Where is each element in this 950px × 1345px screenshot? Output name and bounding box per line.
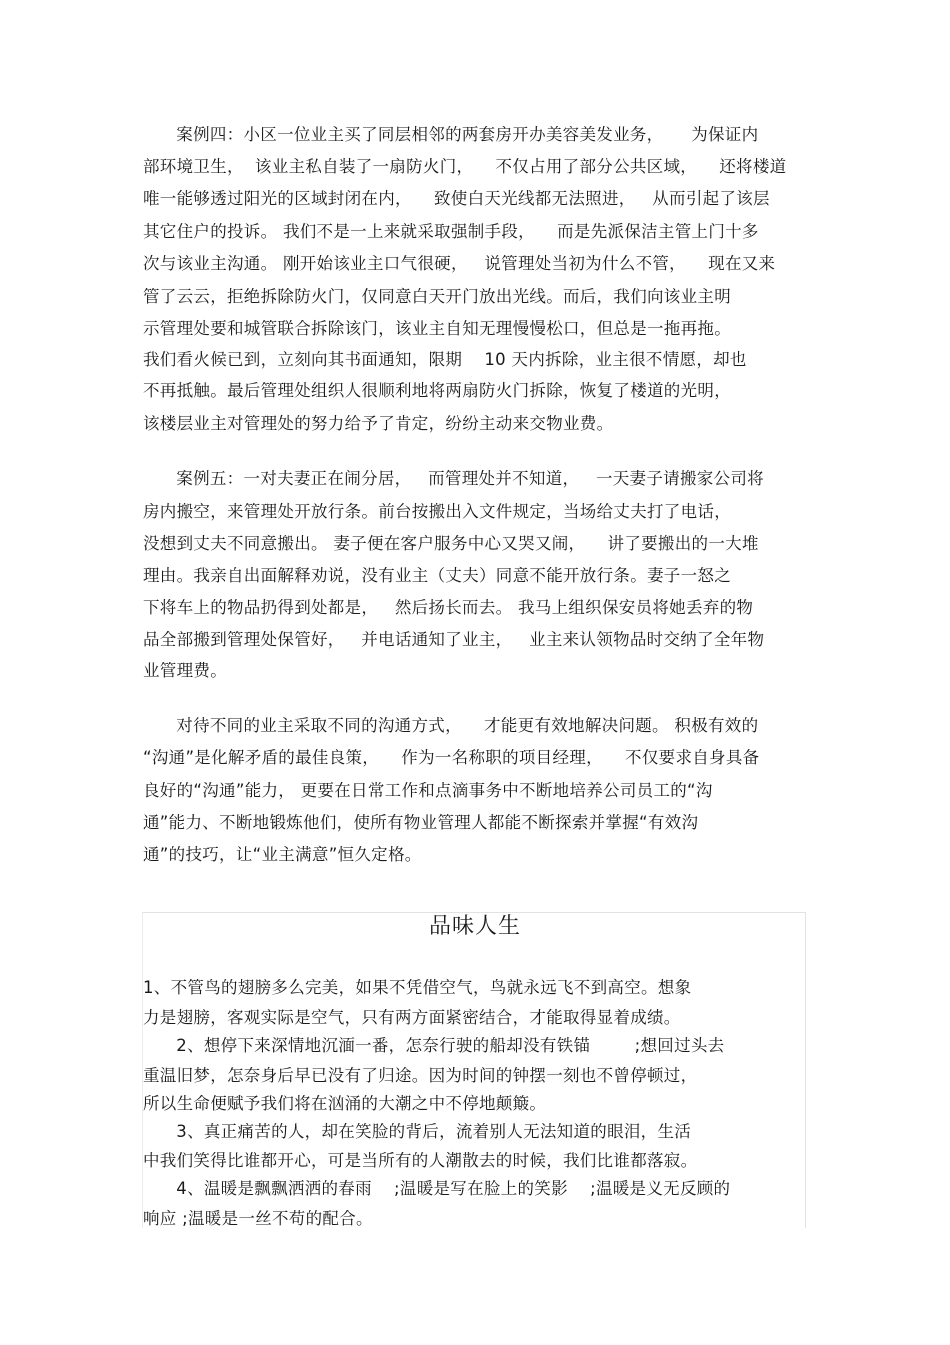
paragraph-line: 没想到丈夫不同意搬出。 妻子便在客户服务中心又哭又闹， 讲了要搬出的一大堆 [143, 534, 759, 553]
paragraph-line: 管了云云，拒绝拆除防火门，仅同意白天开门放出光线。而后，我们向该业主明 [143, 287, 731, 306]
box-line: 1、不管鸟的翅膀多么完美，如果不凭借空气，鸟就永远飞不到高空。想象 [143, 978, 692, 997]
paragraph-line: 我们看火候已到，立刻向其书面通知，限期 10 天内拆除，业主很不情愿，却也 [143, 350, 747, 369]
paragraph-line: “沟通”是化解矛盾的最佳良策， 作为一名称职的项目经理， 不仅要求自身具备 [143, 748, 760, 767]
paragraph-line: 理由。我亲自出面解释劝说，没有业主（丈夫）同意不能开放行条。妻子一怒之 [143, 566, 731, 585]
box-line: 4、温暖是飘飘洒洒的春雨 ;温暖是写在脸上的笑影 ;温暖是义无反顾的 [143, 1179, 731, 1198]
paragraph-line: 不再抵触。最后管理处组织人很顺利地将两扇防火门拆除，恢复了楼道的光明， [143, 381, 731, 400]
box-line: 2、想停下来深情地沉湎一番，怎奈行驶的船却没有铁锚 ;想回过头去 [143, 1036, 725, 1055]
box-title: 品味人生 [428, 914, 521, 939]
paragraph-line: 该楼层业主对管理处的努力给予了肯定，纷纷主动来交物业费。 [143, 414, 614, 433]
box-line: 重温旧梦，怎奈身后早已没有了归途。因为时间的钟摆一刻也不曾停顿过， [143, 1066, 698, 1085]
paragraph-line: 良好的“沟通”能力， 更要在日常工作和点滴事务中不断地培养公司员工的“沟 [143, 781, 713, 800]
paragraph-line: 示管理处要和城管联合拆除该门，该业主自知无理慢慢松口，但总是一拖再拖。 [143, 319, 731, 338]
paragraph-line: 业管理费。 [143, 661, 227, 680]
box-line: 所以生命便赋予我们将在汹涌的大潮之中不停地颠簸。 [143, 1094, 547, 1113]
paragraph-line: 案例四：小区一位业主买了同层相邻的两套房开办美容美发业务， 为保证内 [143, 125, 759, 144]
paragraph-line: 品全部搬到管理处保管好， 并电话通知了业主， 业主来认领物品时交纳了全年物 [143, 630, 765, 649]
paragraph-line: 通”能力、不断地锻炼他们，使所有物业管理人都能不断探索并掌握“有效沟 [143, 813, 699, 832]
paragraph-line: 次与该业主沟通。 刚开始该业主口气很硬， 说管理处当初为什么不管， 现在又来 [143, 254, 776, 273]
box-line: 3、真正痛苦的人，却在笑脸的背后，流着别人无法知道的眼泪，生活 [143, 1122, 692, 1141]
box-line: 响应 ;温暖是一丝不苟的配合。 [143, 1209, 373, 1228]
paragraph-line: 通”的技巧，让“业主满意”恒久定格。 [143, 845, 422, 864]
box-line: 中我们笑得比谁都开心，可是当所有的人潮散去的时候，我们比谁都落寂。 [143, 1151, 698, 1170]
paragraph-line: 部环境卫生， 该业主私自装了一扇防火门， 不仅占用了部分公共区域， 还将楼道 [143, 157, 787, 176]
paragraph-line: 其它住户的投诉。 我们不是一上来就采取强制手段， 而是先派保洁主管上门十多 [143, 222, 759, 241]
paragraph-line: 唯一能够透过阳光的区域封闭在内， 致使白天光线都无法照进， 从而引起了该层 [143, 189, 770, 208]
paragraph-line: 房内搬空，来管理处开放行条。前台按搬出入文件规定，当场给丈夫打了电话， [143, 502, 731, 521]
box-line: 力是翅膀，客观实际是空气，只有两方面紧密结合，才能取得显着成绩。 [143, 1008, 681, 1027]
paragraph-line: 案例五：一对夫妻正在闹分居， 而管理处并不知道， 一天妻子请搬家公司将 [143, 469, 764, 488]
paragraph-line: 下将车上的物品扔得到处都是， 然后扬长而去。 我马上组织保安员将她丢弃的物 [143, 598, 754, 617]
paragraph-line: 对待不同的业主采取不同的沟通方式， 才能更有效地解决问题。 积极有效的 [143, 716, 759, 735]
